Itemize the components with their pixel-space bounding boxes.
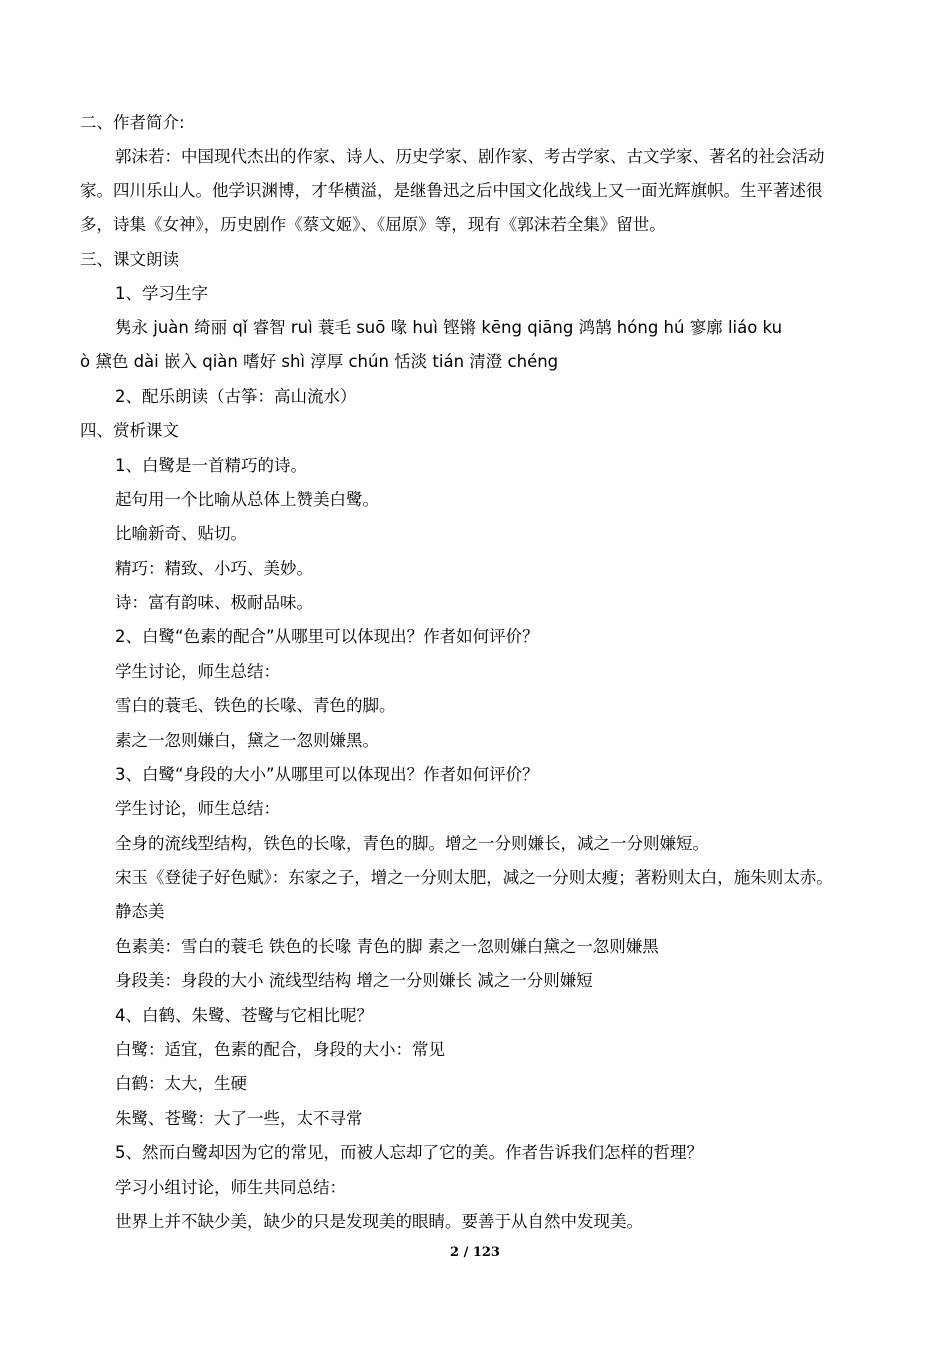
- paragraph-line: 郭沫若：中国现代杰出的作家、诗人、历史学家、剧作家、考古学家、古文学家、著名的社会活动: [115, 147, 825, 166]
- text-line: 雪白的蓑毛、铁色的长喙、青色的脚。: [115, 696, 396, 715]
- question-4: 4、白鹤、朱鹭、苍鹭与它相比呢？: [115, 1006, 373, 1025]
- text-line: 身段美：身段的大小 流线型结构 增之一分则嫌长 减之一分则嫌短: [115, 971, 593, 990]
- page-number: 2 / 123: [450, 1245, 500, 1260]
- text-line: 素之一忽则嫌白，黛之一忽则嫌黑。: [115, 731, 379, 750]
- question-5: 5、然而白鹭却因为它的常见，而被人忘却了它的美。作者告诉我们怎样的哲理？: [115, 1143, 703, 1162]
- text-line: 朱鹭、苍鹭：大了一些，太不寻常: [115, 1109, 363, 1128]
- subheading-music-reading: 2、配乐朗读（古筝：高山流水）: [115, 387, 357, 406]
- text-line: 精巧：精致、小巧、美妙。: [115, 559, 313, 578]
- text-line: 世界上并不缺少美，缺少的只是发现美的眼睛。要善于从自然中发现美。: [115, 1212, 643, 1231]
- heading-reading: 三、课文朗读: [80, 250, 179, 269]
- subheading-new-words: 1、学习生字: [115, 284, 208, 303]
- text-line: 起句用一个比喻从总体上赞美白鹭。: [115, 490, 379, 509]
- question-1: 1、白鹭是一首精巧的诗。: [115, 456, 307, 475]
- question-3: 3、白鹭“身段的大小”从哪里可以体现出？作者如何评价？: [115, 765, 539, 784]
- text-line: 诗：富有韵味、极耐品味。: [115, 593, 313, 612]
- text-line: 学生讨论，师生总结：: [115, 799, 280, 818]
- text-line: 全身的流线型结构，铁色的长喙，青色的脚。增之一分则嫌长，减之一分则嫌短。: [115, 834, 709, 853]
- heading-author-intro: 二、作者简介:: [80, 113, 185, 132]
- text-line: 宋玉《登徒子好色赋》：东家之子，增之一分则太肥，减之一分则太瘦；著粉则太白，施朱则太赤。: [115, 868, 833, 887]
- text-line: 学习小组讨论，师生共同总结：: [115, 1178, 346, 1197]
- text-line: 色素美：雪白的蓑毛 铁色的长喙 青色的脚 素之一忽则嫌白黛之一忽则嫌黑: [115, 937, 659, 956]
- question-2: 2、白鹭“色素的配合”从哪里可以体现出？作者如何评价？: [115, 627, 539, 646]
- vocab-line: ò 黛色 dài 嵌入 qiàn 嗜好 shì 淳厚 chún 恬淡 tián 清澄 chéng: [80, 352, 559, 371]
- text-line: 学生讨论，师生总结：: [115, 662, 280, 681]
- text-line: 白鹭：适宜，色素的配合，身段的大小：常见: [115, 1040, 445, 1059]
- heading-appreciation: 四、赏析课文: [80, 421, 179, 440]
- text-line: 比喻新奇、贴切。: [115, 524, 247, 543]
- paragraph-line: 家。四川乐山人。他学识渊博，才华横溢，是继鲁迅之后中国文化战线上又一面光辉旗帜。生平著述很: [80, 181, 823, 200]
- text-line: 白鹤：太大，生硬: [115, 1074, 247, 1093]
- paragraph-line: 多，诗集《女神》，历史剧作《蔡文姬》、《屈原》等，现有《郭沫若全集》留世。: [80, 215, 666, 234]
- text-line: 静态美: [115, 902, 165, 921]
- vocab-line: 隽永 juàn 绮丽 qǐ 睿智 ruì 蓑毛 suō 喙 huì 铿锵 kēng qiāng 鸿鹄 hóng hú 寥廓 liáo ku: [115, 318, 783, 337]
